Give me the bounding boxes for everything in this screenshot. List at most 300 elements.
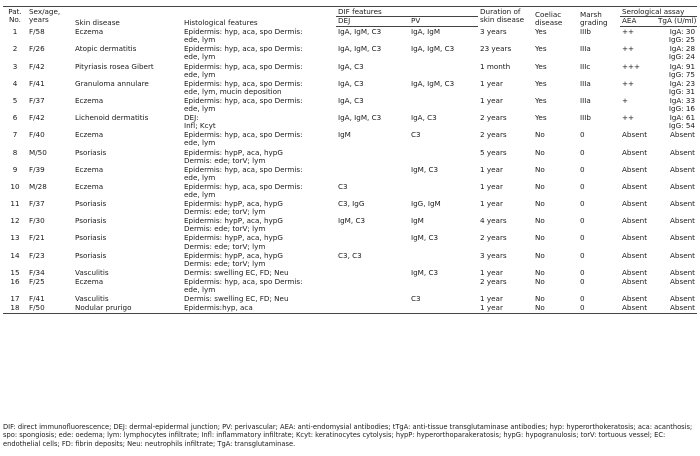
cell-tga-line: IgG: 75 bbox=[668, 69, 696, 79]
cell-histological-line: ede, lym bbox=[184, 138, 216, 148]
cell-histological-line: Epidermis: hyp, aca, spo Dermis: bbox=[184, 164, 303, 174]
cell-coeliac bbox=[533, 148, 578, 165]
cell-pat-no bbox=[3, 96, 27, 113]
cell-dej-line: IgM, C3 bbox=[338, 216, 366, 226]
cell-histological-line: Epidermis: hypP, aca, hypG bbox=[184, 233, 283, 243]
cell-tga-line: IgG: 31 bbox=[668, 86, 696, 96]
cell-pv bbox=[409, 294, 478, 303]
col-skin-disease: Skin disease bbox=[73, 7, 182, 27]
cell-pv-line: IgM, C3 bbox=[411, 233, 439, 243]
col-sex-age: Sex/age, years bbox=[27, 7, 73, 27]
cell-duration bbox=[478, 303, 533, 314]
cell-histological-line: ede, lym bbox=[184, 189, 216, 199]
table-row bbox=[3, 233, 697, 250]
cell-pv bbox=[409, 130, 478, 147]
cell-aea bbox=[620, 113, 656, 130]
cell-sex-age bbox=[27, 130, 73, 147]
cell-duration bbox=[478, 113, 533, 130]
cell-marsh bbox=[578, 79, 620, 96]
cell-tga-line: Absent bbox=[669, 199, 696, 209]
cell-dej bbox=[336, 216, 409, 233]
cell-dej bbox=[336, 113, 409, 130]
cell-duration bbox=[478, 96, 533, 113]
cell-marsh-line: 0 bbox=[580, 164, 585, 174]
cell-skin-disease bbox=[73, 165, 182, 182]
cell-duration-line: 2 years bbox=[480, 276, 507, 286]
cell-skin-disease bbox=[73, 79, 182, 96]
cell-coeliac bbox=[533, 62, 578, 79]
cell-tga bbox=[656, 251, 697, 268]
cell-sex-age bbox=[27, 182, 73, 199]
cell-sex-age-line: F/37 bbox=[29, 199, 45, 209]
cell-skin-disease-line: Eczema bbox=[75, 130, 104, 140]
table-row bbox=[3, 294, 697, 303]
cell-histological-line: Epidermis: hypP, aca, hypG bbox=[184, 216, 283, 226]
cell-sex-age-line: F/37 bbox=[29, 95, 45, 105]
cell-histological bbox=[182, 62, 336, 79]
cell-tga bbox=[656, 294, 697, 303]
cell-pv-line: IgA, IgM, C3 bbox=[411, 44, 455, 54]
cell-pat-no-line: 2 bbox=[12, 44, 18, 54]
cell-duration bbox=[478, 165, 533, 182]
cell-pat-no-line: 7 bbox=[12, 130, 18, 140]
cell-histological bbox=[182, 199, 336, 216]
cell-histological bbox=[182, 233, 336, 250]
cell-dej bbox=[336, 268, 409, 277]
cell-aea-line: Absent bbox=[622, 164, 648, 174]
cell-sex-age bbox=[27, 44, 73, 61]
cell-coeliac-line: No bbox=[535, 233, 545, 243]
cell-dej-line: C3, C3 bbox=[338, 250, 362, 260]
cell-skin-disease-line: Eczema bbox=[75, 95, 104, 105]
cell-skin-disease bbox=[73, 96, 182, 113]
cell-skin-disease-line: Psoriasis bbox=[75, 233, 107, 243]
cell-coeliac bbox=[533, 277, 578, 294]
cell-coeliac-line: No bbox=[535, 216, 545, 226]
cell-histological bbox=[182, 148, 336, 165]
cell-aea-line: Absent bbox=[622, 250, 648, 260]
cell-tga bbox=[656, 62, 697, 79]
cell-marsh-line: 0 bbox=[580, 199, 585, 209]
cell-sex-age bbox=[27, 303, 73, 314]
cell-marsh-line: IIIc bbox=[580, 61, 591, 71]
cell-histological-line: ede, lym bbox=[184, 172, 216, 182]
cell-marsh bbox=[578, 165, 620, 182]
cell-histological-line: ede, lym, mucin deposition bbox=[184, 86, 282, 96]
cell-sex-age bbox=[27, 294, 73, 303]
cell-coeliac bbox=[533, 303, 578, 314]
cell-pat-no-line: 5 bbox=[12, 95, 18, 105]
cell-pv bbox=[409, 113, 478, 130]
cell-tga bbox=[656, 113, 697, 130]
cell-dej bbox=[336, 303, 409, 314]
cell-marsh bbox=[578, 251, 620, 268]
cell-pv bbox=[409, 233, 478, 250]
cell-histological bbox=[182, 216, 336, 233]
cell-duration-line: 2 years bbox=[480, 113, 507, 123]
cell-pv bbox=[409, 96, 478, 113]
cell-aea bbox=[620, 303, 656, 314]
cell-tga-line: Absent bbox=[669, 164, 696, 174]
cell-sex-age bbox=[27, 165, 73, 182]
cell-dej bbox=[336, 277, 409, 294]
cell-dej bbox=[336, 27, 409, 45]
cell-tga-line: IgG: 16 bbox=[668, 104, 696, 114]
cell-aea bbox=[620, 62, 656, 79]
cell-tga bbox=[656, 233, 697, 250]
cell-histological-line: Epidermis: hyp, aca, spo Dermis: bbox=[184, 95, 303, 105]
cell-histological-line: Dermis: swelling EC, FD; Neu bbox=[184, 294, 289, 304]
cell-dej bbox=[336, 44, 409, 61]
col-duration: Duration of skin disease bbox=[478, 7, 533, 27]
cell-histological-line: Epidermis: hyp, aca, spo Dermis: bbox=[184, 130, 303, 140]
cell-marsh bbox=[578, 113, 620, 130]
cell-coeliac-line: No bbox=[535, 147, 545, 157]
cell-tga-line: Absent bbox=[669, 303, 696, 313]
cell-marsh-line: 0 bbox=[580, 267, 585, 277]
cell-histological-line: ede, lym bbox=[184, 285, 216, 294]
cell-aea bbox=[620, 199, 656, 216]
cell-duration-line: 3 years bbox=[480, 250, 507, 260]
cell-coeliac bbox=[533, 130, 578, 147]
cell-pv bbox=[409, 79, 478, 96]
table-row bbox=[3, 268, 697, 277]
cell-pat-no-line: 4 bbox=[12, 78, 18, 88]
cell-skin-disease-line: Psoriasis bbox=[75, 216, 107, 226]
cell-duration bbox=[478, 233, 533, 250]
cell-dej bbox=[336, 96, 409, 113]
cell-histological bbox=[182, 27, 336, 45]
table-row bbox=[3, 113, 697, 130]
cell-tga-line: IgA: 91 bbox=[669, 61, 696, 71]
cell-histological-line: Epidermis: hyp, aca, spo Dermis: bbox=[184, 61, 303, 71]
cell-duration bbox=[478, 79, 533, 96]
cell-pv-line: IgA, IgM, C3 bbox=[411, 78, 455, 88]
cell-histological-line: Epidermis: hypP, aca, hypG bbox=[184, 250, 283, 260]
cell-pat-no bbox=[3, 27, 27, 45]
cell-sex-age bbox=[27, 216, 73, 233]
cell-tga-line: IgA: 33 bbox=[669, 95, 696, 105]
cell-marsh bbox=[578, 182, 620, 199]
cell-histological-line: ede, lym bbox=[184, 34, 216, 44]
table-row bbox=[3, 79, 697, 96]
cell-sex-age-line: F/25 bbox=[29, 276, 45, 286]
cell-skin-disease-line: Psoriasis bbox=[75, 147, 107, 157]
cell-skin-disease bbox=[73, 294, 182, 303]
cell-histological-line: Dermis: ede; torV; lym bbox=[184, 207, 266, 217]
cell-tga bbox=[656, 182, 697, 199]
cell-tga bbox=[656, 79, 697, 96]
cell-coeliac bbox=[533, 165, 578, 182]
table-row bbox=[3, 96, 697, 113]
cell-marsh bbox=[578, 62, 620, 79]
cell-skin-disease-line: Granuloma annulare bbox=[75, 78, 149, 88]
cell-pv-line: IgG, IgM bbox=[411, 199, 441, 209]
cell-dej-line: IgA, C3 bbox=[338, 61, 364, 71]
col-pat-no: Pat. No. bbox=[3, 7, 27, 27]
cell-aea-line: +++ bbox=[622, 61, 641, 71]
cell-dej bbox=[336, 182, 409, 199]
cell-tga bbox=[656, 277, 697, 294]
cell-dej bbox=[336, 148, 409, 165]
cell-aea bbox=[620, 27, 656, 45]
cell-pat-no bbox=[3, 182, 27, 199]
cell-dej bbox=[336, 233, 409, 250]
cell-pat-no-line: 3 bbox=[12, 61, 18, 71]
cell-tga bbox=[656, 27, 697, 45]
cell-pv bbox=[409, 268, 478, 277]
cell-dej bbox=[336, 294, 409, 303]
cell-histological-line: Epidermis: hyp, aca, spo Dermis: bbox=[184, 44, 303, 54]
cell-coeliac bbox=[533, 199, 578, 216]
cell-coeliac bbox=[533, 113, 578, 130]
cell-aea-line: + bbox=[622, 95, 629, 105]
cell-duration-line: 1 year bbox=[480, 95, 503, 105]
cell-histological bbox=[182, 96, 336, 113]
cell-skin-disease-line: Nodular prurigo bbox=[75, 303, 132, 313]
cell-sex-age bbox=[27, 251, 73, 268]
cell-dej-line: IgA, C3 bbox=[338, 78, 364, 88]
cell-marsh-line: 0 bbox=[580, 216, 585, 226]
cell-tga-line: Absent bbox=[669, 276, 696, 286]
cell-skin-disease bbox=[73, 130, 182, 147]
cell-skin-disease-line: Atopic dermatitis bbox=[75, 44, 137, 54]
cell-skin-disease bbox=[73, 113, 182, 130]
cell-pv bbox=[409, 27, 478, 45]
cell-sex-age-line: F/40 bbox=[29, 130, 45, 140]
cell-pat-no-line: 15 bbox=[10, 267, 20, 277]
cell-aea-line: Absent bbox=[622, 294, 648, 304]
cell-sex-age bbox=[27, 148, 73, 165]
cell-sex-age bbox=[27, 233, 73, 250]
cell-histological bbox=[182, 303, 336, 314]
table-row bbox=[3, 27, 697, 45]
cell-dej-line: C3 bbox=[338, 181, 348, 191]
cell-tga bbox=[656, 303, 697, 314]
cell-marsh-line: IIIb bbox=[580, 113, 591, 123]
cell-skin-disease bbox=[73, 277, 182, 294]
cell-skin-disease bbox=[73, 27, 182, 45]
cell-skin-disease-line: Eczema bbox=[75, 26, 104, 36]
table-row bbox=[3, 216, 697, 233]
cell-tga-line: IgG: 54 bbox=[668, 121, 696, 131]
cell-aea-line: Absent bbox=[622, 233, 648, 243]
cell-tga-line: Absent bbox=[669, 267, 696, 277]
cell-pv bbox=[409, 251, 478, 268]
cell-tga-line: Absent bbox=[669, 250, 696, 260]
cell-pv-line: IgA, IgM bbox=[411, 27, 441, 37]
cell-sex-age bbox=[27, 62, 73, 79]
table-row bbox=[3, 44, 697, 61]
cell-sex-age-line: F/39 bbox=[29, 164, 45, 174]
cell-pat-no bbox=[3, 130, 27, 147]
table-row bbox=[3, 199, 697, 216]
cell-pat-no-line: 14 bbox=[10, 250, 20, 260]
cell-duration bbox=[478, 130, 533, 147]
cell-tga bbox=[656, 44, 697, 61]
cell-sex-age-line: F/30 bbox=[29, 216, 45, 226]
cell-duration bbox=[478, 251, 533, 268]
cell-skin-disease bbox=[73, 233, 182, 250]
cell-duration bbox=[478, 294, 533, 303]
cell-aea-line: Absent bbox=[622, 303, 648, 313]
cell-aea bbox=[620, 277, 656, 294]
table-row bbox=[3, 277, 697, 294]
cell-marsh bbox=[578, 233, 620, 250]
cell-aea bbox=[620, 268, 656, 277]
cell-pat-no-line: 8 bbox=[12, 147, 18, 157]
cell-aea bbox=[620, 96, 656, 113]
cell-coeliac bbox=[533, 268, 578, 277]
cell-aea-line: Absent bbox=[622, 181, 648, 191]
cell-sex-age-line: F/50 bbox=[29, 303, 45, 313]
cell-coeliac-line: Yes bbox=[535, 95, 547, 105]
cell-dej bbox=[336, 251, 409, 268]
cell-histological-line: Epidermis: hyp, aca, spo Dermis: bbox=[184, 181, 303, 191]
cell-duration bbox=[478, 199, 533, 216]
cell-histological-line: Epidermis:hyp, aca bbox=[184, 303, 253, 313]
cell-skin-disease-line: Eczema bbox=[75, 181, 104, 191]
col-histological: Histological features bbox=[182, 7, 336, 27]
cell-histological-line: ede, lym bbox=[184, 104, 216, 114]
cell-aea bbox=[620, 294, 656, 303]
cell-aea bbox=[620, 44, 656, 61]
cell-duration-line: 3 years bbox=[480, 26, 507, 36]
cell-aea bbox=[620, 233, 656, 250]
cell-aea bbox=[620, 148, 656, 165]
col-pv: PV bbox=[409, 17, 478, 27]
cell-skin-disease bbox=[73, 216, 182, 233]
cell-marsh bbox=[578, 130, 620, 147]
cell-pat-no bbox=[3, 113, 27, 130]
cell-pv bbox=[409, 216, 478, 233]
cell-dej bbox=[336, 165, 409, 182]
cell-aea bbox=[620, 251, 656, 268]
table-footnote: DIF: direct immunofluorescence; DEJ: dermal-epidermal junction; PV: perivascular; AEA: anti-endomysial antibodies; tTgA: anti-tissue transglutaminase antibodies; hyp: hyperorthokeratosis; aca: acanthosis; spo: spongiosis; ede: oedema; lym: lymphocytes infiltrate; Infl: inflammatory infiltrate; Kcyt: keratinocytes cytolysis; hypP: hyperorthoparakeratosis; hypG: hypogranulosis; torV: tortuous vessel; EC: endothelial cells; FD: fibrin deposits; Neu: neutrophils infiltrate; TgA: transglutaminase. bbox=[3, 423, 693, 448]
cell-tga-line: Absent bbox=[669, 233, 696, 243]
cell-sex-age bbox=[27, 113, 73, 130]
cell-sex-age-line: F/58 bbox=[29, 26, 45, 36]
cell-aea bbox=[620, 130, 656, 147]
cell-duration-line: 1 year bbox=[480, 181, 503, 191]
col-group-serological: Serological assay bbox=[620, 7, 697, 17]
cell-histological-line: Infl; Kcyt bbox=[184, 121, 216, 131]
cell-pv bbox=[409, 303, 478, 314]
cell-sex-age-line: M/28 bbox=[29, 181, 47, 191]
cell-histological bbox=[182, 165, 336, 182]
cell-pv-line: IgM, C3 bbox=[411, 164, 439, 174]
cell-skin-disease-line: Eczema bbox=[75, 276, 104, 286]
cell-coeliac-line: No bbox=[535, 276, 545, 286]
cell-skin-disease-line: Pityriasis rosea Gibert bbox=[75, 61, 154, 71]
cell-pv-line: C3 bbox=[411, 130, 421, 140]
cell-coeliac bbox=[533, 79, 578, 96]
cell-dej-line: IgA, IgM, C3 bbox=[338, 113, 382, 123]
cell-sex-age-line: F/42 bbox=[29, 113, 45, 123]
cell-sex-age-line: F/23 bbox=[29, 250, 45, 260]
cell-coeliac bbox=[533, 44, 578, 61]
cell-coeliac bbox=[533, 27, 578, 45]
cell-skin-disease bbox=[73, 268, 182, 277]
cell-pv-line: IgA, C3 bbox=[411, 113, 437, 123]
cell-marsh bbox=[578, 294, 620, 303]
cell-tga-line: Absent bbox=[669, 294, 696, 304]
cell-pat-no bbox=[3, 79, 27, 96]
cell-coeliac-line: No bbox=[535, 199, 545, 209]
cell-tga-line: Absent bbox=[669, 216, 696, 226]
cell-pv bbox=[409, 165, 478, 182]
cell-aea-line: ++ bbox=[622, 113, 635, 123]
cell-duration bbox=[478, 148, 533, 165]
cell-skin-disease-line: Lichenoid dermatitis bbox=[75, 113, 149, 123]
col-dej: DEJ bbox=[336, 17, 409, 27]
cell-histological-line: Epidermis: hypP, aca, hypG bbox=[184, 199, 283, 209]
cell-coeliac-line: No bbox=[535, 303, 545, 313]
cell-coeliac bbox=[533, 182, 578, 199]
cell-aea-line: ++ bbox=[622, 27, 635, 37]
cell-pv bbox=[409, 199, 478, 216]
cell-coeliac bbox=[533, 251, 578, 268]
cell-duration bbox=[478, 216, 533, 233]
cell-pat-no bbox=[3, 62, 27, 79]
cell-aea-line: Absent bbox=[622, 199, 648, 209]
table-row bbox=[3, 148, 697, 165]
cell-marsh bbox=[578, 268, 620, 277]
cell-aea bbox=[620, 216, 656, 233]
cell-coeliac bbox=[533, 216, 578, 233]
cell-dej-line: IgA, C3 bbox=[338, 95, 364, 105]
cell-marsh-line: 0 bbox=[580, 276, 585, 286]
cell-duration bbox=[478, 27, 533, 45]
cell-sex-age bbox=[27, 277, 73, 294]
cell-dej-line: C3, IgG bbox=[338, 199, 365, 209]
cell-histological-line: Dermis: ede; torV; lym bbox=[184, 155, 266, 165]
cell-tga bbox=[656, 268, 697, 277]
cell-histological bbox=[182, 44, 336, 61]
cell-marsh bbox=[578, 199, 620, 216]
col-group-dif: DIF features bbox=[336, 7, 478, 17]
cell-pv bbox=[409, 62, 478, 79]
cell-coeliac-line: No bbox=[535, 164, 545, 174]
cell-skin-disease bbox=[73, 303, 182, 314]
cell-tga-line: IgA: 28 bbox=[669, 44, 696, 54]
cell-histological bbox=[182, 294, 336, 303]
cell-skin-disease-line: Vasculitis bbox=[75, 267, 109, 277]
cell-marsh bbox=[578, 44, 620, 61]
cell-duration-line: 1 year bbox=[480, 303, 503, 313]
cell-coeliac-line: No bbox=[535, 181, 545, 191]
col-marsh: Marsh grading bbox=[578, 7, 620, 27]
cell-tga-line: IgG: 24 bbox=[668, 52, 696, 62]
table-row bbox=[3, 303, 697, 314]
cell-skin-disease bbox=[73, 44, 182, 61]
cell-duration-line: 2 years bbox=[480, 233, 507, 243]
cell-pat-no-line: 16 bbox=[10, 276, 20, 286]
cell-coeliac-line: Yes bbox=[535, 26, 547, 36]
cell-pv bbox=[409, 148, 478, 165]
cell-coeliac-line: Yes bbox=[535, 61, 547, 71]
cell-pat-no bbox=[3, 165, 27, 182]
cell-pat-no-line: 18 bbox=[10, 303, 20, 313]
cell-aea-line: ++ bbox=[622, 44, 635, 54]
cell-pat-no bbox=[3, 199, 27, 216]
cell-duration-line: 1 year bbox=[480, 267, 503, 277]
cell-duration bbox=[478, 277, 533, 294]
cell-histological-line: ede, lym bbox=[184, 69, 216, 79]
cell-coeliac-line: No bbox=[535, 130, 545, 140]
cell-sex-age bbox=[27, 27, 73, 45]
cell-sex-age-line: F/41 bbox=[29, 294, 45, 304]
